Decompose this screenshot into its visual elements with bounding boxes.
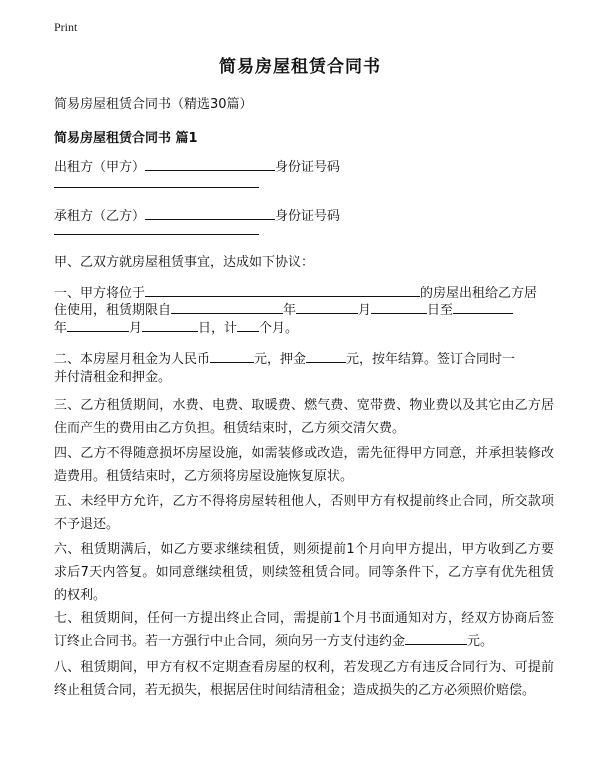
lessor-line xyxy=(54,156,340,175)
lessee-id-label: 身份证号码 xyxy=(275,209,341,224)
clause-6: 六、租赁期满后，如乙方要求继续租赁，则须提前1个月向甲方提出，甲方收到乙方要求后7天内答复。如同意继续租赁，则续签租赁合同。同等条件下，乙方享有优先租赁的权利。 xyxy=(54,542,554,603)
clause-1-month-b: 月 xyxy=(129,321,143,336)
end-year-blank-a xyxy=(453,301,513,314)
start-month-blank xyxy=(296,301,358,314)
clause-7 xyxy=(54,607,554,653)
clause-1-months: 个月。 xyxy=(259,321,299,336)
start-year-blank xyxy=(171,301,283,314)
clause-1-month-a: 月 xyxy=(358,303,372,318)
document-subtitle: 简易房屋租赁合同书（精选30篇） xyxy=(54,97,253,112)
clause-1-line-2 xyxy=(54,299,513,318)
lessee-id-blank xyxy=(54,234,259,235)
address-blank xyxy=(145,284,420,297)
rent-blank xyxy=(210,350,254,363)
clause-8: 八、租赁期间，甲方有权不定期查看房屋的权利，若发现乙方有违反合同行为、可提前终止租赁合同，若无损失，根据居住时间结清租金；造成损失的乙方必须照价赔偿。 xyxy=(54,660,554,698)
lessee-name-blank xyxy=(145,207,275,220)
months-blank xyxy=(237,319,259,332)
penalty-blank xyxy=(405,632,467,645)
clause-2-text-a: 二、本房屋月租金为人民币 xyxy=(54,352,211,367)
print-link[interactable]: Print xyxy=(54,20,78,34)
end-month-blank xyxy=(67,319,129,332)
clause-1-year-b: 年 xyxy=(54,321,68,336)
clause-1-text-c: 住使用，租赁期限自 xyxy=(54,303,172,318)
lessor-name-blank xyxy=(145,158,275,171)
clause-2-text-c: 元，按年结算。签订合同时一 xyxy=(346,352,516,367)
clause-7-unit: 元。 xyxy=(467,634,494,649)
clause-1-until: 日至 xyxy=(427,303,454,318)
intro-text: 甲、乙双方就房屋租赁事宜，达成如下协议： xyxy=(54,255,315,270)
clause-5: 五、未经甲方允许，乙方不得将房屋转租他人，否则甲方有权提前终止合同，所交款项不予退还。 xyxy=(54,494,554,532)
clause-2-line-1 xyxy=(54,348,515,367)
lessee-label: 承租方（乙方） xyxy=(54,209,146,224)
lessee-line xyxy=(54,205,340,224)
clause-2-text-b: 元，押金 xyxy=(254,352,307,367)
clause-1-text-a: 一、甲方将位于 xyxy=(54,286,146,301)
clause-2-line-2: 并付清租金和押金。 xyxy=(54,370,172,385)
clause-3: 三、乙方租赁期间，水费、电费、取暖费、燃气费、宽带费、物业费以及其它由乙方居住而产生的费用由乙方负担。租赁结束时，乙方须交清欠费。 xyxy=(54,398,554,436)
lessor-id-blank xyxy=(54,187,259,188)
clause-1-text-b: 的房屋出租给乙方居 xyxy=(420,286,538,301)
start-day-blank xyxy=(371,301,427,314)
lessor-label: 出租方（甲方） xyxy=(54,160,146,175)
end-day-blank xyxy=(142,319,198,332)
section-title: 简易房屋租赁合同书 篇1 xyxy=(54,131,198,146)
document-title: 简易房屋租赁合同书 xyxy=(219,57,381,77)
clause-1-year-a: 年 xyxy=(283,303,297,318)
deposit-blank xyxy=(306,350,346,363)
clause-4: 四、乙方不得随意损坏房屋设施，如需装修或改造，需先征得甲方同意，并承担装修改造费用。租赁结束时，乙方须将房屋设施恢复原状。 xyxy=(54,446,554,484)
lessor-id-label: 身份证号码 xyxy=(275,160,341,175)
clause-7-text: 七、租赁期间，任何一方提出终止合同，需提前1个月书面通知对方，经双方协商后签订终止合同书。若一方强行中止合同，须向另一方支付违约金 xyxy=(54,611,554,649)
clause-1-total: 日，计 xyxy=(198,321,238,336)
clause-1-line-3 xyxy=(54,317,298,336)
